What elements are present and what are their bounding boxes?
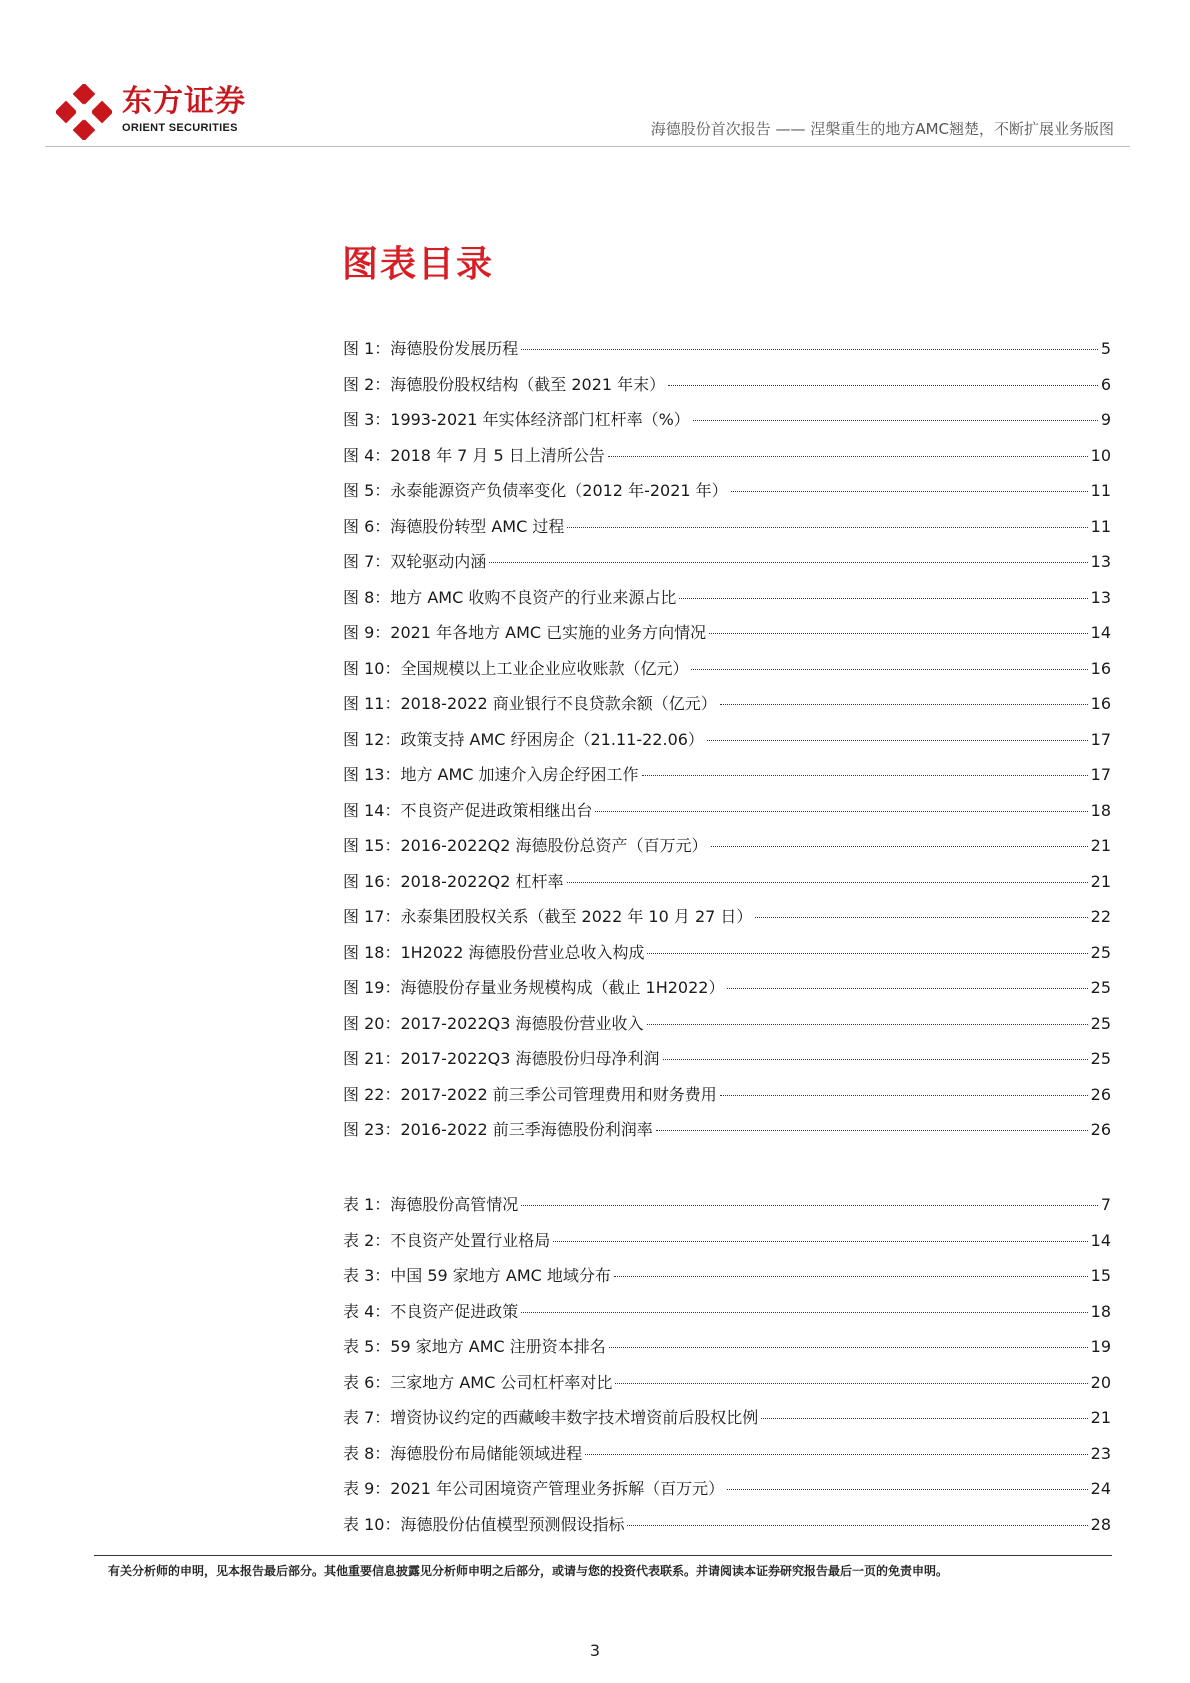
toc-figure-9[interactable] xyxy=(343,622,1111,658)
page-title: 图表目录 xyxy=(342,244,495,285)
toc-page-number: 21 xyxy=(1090,871,1111,891)
toc-table-8[interactable] xyxy=(343,1443,1111,1479)
toc-label: 图 1：海德股份发展历程 xyxy=(343,339,519,358)
dot-leader xyxy=(727,1489,1088,1490)
toc-table-1[interactable] xyxy=(343,1194,1111,1230)
toc-table-2[interactable] xyxy=(343,1230,1111,1266)
toc-label: 表 9：2021 年公司困境资产管理业务拆解（百万元） xyxy=(343,1479,725,1498)
toc-page-number: 22 xyxy=(1090,907,1111,926)
toc-label: 图 19：海德股份存量业务规模构成（截止 1H2022） xyxy=(343,978,725,997)
toc-figure-23[interactable] xyxy=(343,1119,1111,1155)
brand-name-en: ORIENT SECURITIES xyxy=(122,122,238,134)
toc-table-3[interactable] xyxy=(343,1265,1111,1301)
toc-page-number: 11 xyxy=(1090,516,1111,536)
toc-page-number: 24 xyxy=(1090,1479,1111,1498)
dot-leader xyxy=(642,775,1088,776)
dot-leader xyxy=(668,385,1098,386)
dot-leader xyxy=(489,562,1087,563)
toc-label: 图 16：2018-2022Q2 杠杆率 xyxy=(343,871,564,891)
toc-figure-16[interactable] xyxy=(343,871,1111,907)
toc-figure-12[interactable] xyxy=(343,729,1111,765)
toc-page-number: 26 xyxy=(1090,1084,1111,1104)
toc-label: 表 1：海德股份高管情况 xyxy=(343,1195,519,1214)
toc-label: 图 2：海德股份股权结构（截至 2021 年末） xyxy=(343,374,666,394)
toc-label: 表 10：海德股份估值模型预测假设指标 xyxy=(343,1514,625,1534)
toc-figure-15[interactable] xyxy=(343,835,1111,871)
toc-label: 图 8：地方 AMC 收购不良资产的行业来源占比 xyxy=(343,587,677,607)
toc-figure-8[interactable] xyxy=(343,587,1111,623)
dot-leader xyxy=(595,811,1087,812)
toc-page-number: 15 xyxy=(1090,1266,1111,1285)
dot-leader xyxy=(693,420,1098,421)
toc-page-number: 13 xyxy=(1090,587,1111,607)
toc-table-9[interactable] xyxy=(343,1478,1111,1514)
toc-page-number: 18 xyxy=(1090,800,1111,820)
toc-page-number: 21 xyxy=(1090,1408,1111,1427)
toc-figure-7[interactable] xyxy=(343,551,1111,587)
dot-leader xyxy=(709,633,1087,634)
dot-leader xyxy=(707,740,1088,741)
dot-leader xyxy=(691,669,1087,670)
toc-page-number: 20 xyxy=(1090,1372,1111,1392)
dot-leader xyxy=(627,1525,1087,1526)
header-divider xyxy=(45,146,1130,147)
toc-label: 表 8：海德股份布局储能领域进程 xyxy=(343,1443,583,1463)
toc-table-7[interactable] xyxy=(343,1407,1111,1443)
disclaimer: 有关分析师的申明，见本报告最后部分。其他重要信息披露见分析师申明之后部分，或请与您的投资代表联系。并请阅读本证券研究报告最后一页的免责申明。 xyxy=(108,1564,949,1578)
dot-leader xyxy=(647,953,1087,954)
toc-page-number: 7 xyxy=(1100,1195,1111,1214)
dot-leader xyxy=(761,1418,1087,1419)
toc-label: 表 7：增资协议约定的西藏峻丰数字技术增资前后股权比例 xyxy=(343,1408,759,1427)
toc-label: 表 3：中国 59 家地方 AMC 地域分布 xyxy=(343,1266,611,1285)
toc-figure-17[interactable] xyxy=(343,906,1111,942)
report-title: 海德股份首次报告 —— 涅槃重生的地方AMC翘楚，不断扩展业务版图 xyxy=(650,120,1114,138)
toc-page-number: 5 xyxy=(1100,339,1111,358)
toc-label: 图 15：2016-2022Q2 海德股份总资产（百万元） xyxy=(343,836,708,855)
dot-leader xyxy=(567,527,1087,528)
dot-leader xyxy=(663,1059,1088,1060)
brand-name-cn: 东方证券 xyxy=(122,84,246,119)
toc-figure-18[interactable] xyxy=(343,942,1111,978)
toc-page-number: 21 xyxy=(1090,836,1111,855)
toc-page-number: 11 xyxy=(1090,481,1111,500)
toc-label: 表 2：不良资产处置行业格局 xyxy=(343,1230,551,1250)
toc-table-5[interactable] xyxy=(343,1336,1111,1372)
toc-label: 图 17：永泰集团股权关系（截至 2022 年 10 月 27 日） xyxy=(343,907,753,926)
toc-label: 图 7：双轮驱动内涵 xyxy=(343,552,487,571)
toc-label: 图 3：1993-2021 年实体经济部门杠杆率（%） xyxy=(343,410,690,429)
dot-leader xyxy=(521,1312,1087,1313)
toc-page-number: 18 xyxy=(1090,1301,1111,1321)
dot-leader xyxy=(615,1383,1087,1384)
toc-figure-13[interactable] xyxy=(343,764,1111,800)
dot-leader xyxy=(679,598,1087,599)
toc-page-number: 10 xyxy=(1090,445,1111,465)
toc-figure-3[interactable] xyxy=(343,409,1111,445)
toc-page-number: 25 xyxy=(1090,978,1111,997)
toc-label: 图 21：2017-2022Q3 海德股份归母净利润 xyxy=(343,1049,660,1068)
toc-label: 表 4：不良资产促进政策 xyxy=(343,1301,519,1321)
toc-label: 表 5：59 家地方 AMC 注册资本排名 xyxy=(343,1337,606,1356)
dot-leader xyxy=(521,1205,1098,1206)
toc-label: 表 6：三家地方 AMC 公司杠杆率对比 xyxy=(343,1372,613,1392)
toc-figure-2[interactable] xyxy=(343,374,1111,410)
figure-list xyxy=(343,338,1111,1155)
toc-figure-6[interactable] xyxy=(343,516,1111,552)
dot-leader xyxy=(711,846,1088,847)
footer-divider xyxy=(94,1555,1112,1556)
dot-leader xyxy=(585,1454,1087,1455)
toc-label: 图 13：地方 AMC 加速介入房企纾困工作 xyxy=(343,765,639,784)
toc-page-number: 14 xyxy=(1090,623,1111,642)
toc-page-number: 17 xyxy=(1090,729,1111,749)
toc-figure-19[interactable] xyxy=(343,977,1111,1013)
toc-table-6[interactable] xyxy=(343,1372,1111,1408)
toc-page-number: 9 xyxy=(1100,410,1111,429)
toc-page-number: 6 xyxy=(1100,374,1111,394)
toc-label: 图 5：永泰能源资产负债率变化（2012 年-2021 年） xyxy=(343,481,728,500)
toc-figure-10[interactable] xyxy=(343,658,1111,694)
dot-leader xyxy=(567,882,1088,883)
dot-leader xyxy=(521,349,1098,350)
toc-label: 图 20：2017-2022Q3 海德股份营业收入 xyxy=(343,1013,644,1033)
toc-page-number: 28 xyxy=(1090,1514,1111,1534)
page-number: 3 xyxy=(589,1641,601,1660)
brand-logo xyxy=(56,84,256,140)
toc-label: 图 9：2021 年各地方 AMC 已实施的业务方向情况 xyxy=(343,623,707,642)
dot-leader xyxy=(755,917,1087,918)
toc-label: 图 10：全国规模以上工业企业应收账款（亿元） xyxy=(343,658,689,678)
toc-page-number: 19 xyxy=(1090,1337,1111,1356)
dot-leader xyxy=(614,1276,1088,1277)
toc-table-4[interactable] xyxy=(343,1301,1111,1337)
toc-page-number: 17 xyxy=(1090,765,1111,784)
toc-figure-14[interactable] xyxy=(343,800,1111,836)
toc-page-number: 25 xyxy=(1090,1049,1111,1068)
toc-label: 图 4：2018 年 7 月 5 日上清所公告 xyxy=(343,445,605,465)
dot-leader xyxy=(647,1024,1088,1025)
toc-label: 图 18：1H2022 海德股份营业总收入构成 xyxy=(343,942,645,962)
toc-page-number: 26 xyxy=(1090,1120,1111,1139)
table-list xyxy=(343,1194,1111,1549)
dot-leader xyxy=(656,1130,1088,1131)
toc-label: 图 6：海德股份转型 AMC 过程 xyxy=(343,516,565,536)
toc-figure-22[interactable] xyxy=(343,1084,1111,1120)
toc-page-number: 23 xyxy=(1090,1443,1111,1463)
toc-figure-11[interactable] xyxy=(343,693,1111,729)
dot-leader xyxy=(609,1347,1088,1348)
dot-leader xyxy=(553,1241,1087,1242)
dot-leader xyxy=(720,1095,1088,1096)
toc-page-number: 13 xyxy=(1090,552,1111,571)
toc-figure-21[interactable] xyxy=(343,1048,1111,1084)
toc-label: 图 11：2018-2022 商业银行不良贷款余额（亿元） xyxy=(343,694,717,713)
dot-leader xyxy=(720,704,1088,705)
toc-figure-5[interactable] xyxy=(343,480,1111,516)
toc-label: 图 14：不良资产促进政策相继出台 xyxy=(343,800,593,820)
toc-label: 图 23：2016-2022 前三季海德股份利润率 xyxy=(343,1120,653,1139)
toc-page-number: 16 xyxy=(1090,694,1111,713)
dot-leader xyxy=(731,491,1088,492)
toc-label: 图 12：政策支持 AMC 纾困房企（21.11-22.06） xyxy=(343,729,704,749)
toc-label: 图 22：2017-2022 前三季公司管理费用和财务费用 xyxy=(343,1084,717,1104)
toc-table-10[interactable] xyxy=(343,1514,1111,1550)
toc-figure-1[interactable] xyxy=(343,338,1111,374)
toc-page-number: 16 xyxy=(1090,658,1111,678)
toc-page-number: 14 xyxy=(1090,1230,1111,1250)
toc-figure-4[interactable] xyxy=(343,445,1111,481)
toc-page-number: 25 xyxy=(1090,1013,1111,1033)
toc-page-number: 25 xyxy=(1090,942,1111,962)
dot-leader xyxy=(727,988,1087,989)
toc-figure-20[interactable] xyxy=(343,1013,1111,1049)
dot-leader xyxy=(608,456,1088,457)
orient-securities-logo-icon xyxy=(56,84,112,140)
